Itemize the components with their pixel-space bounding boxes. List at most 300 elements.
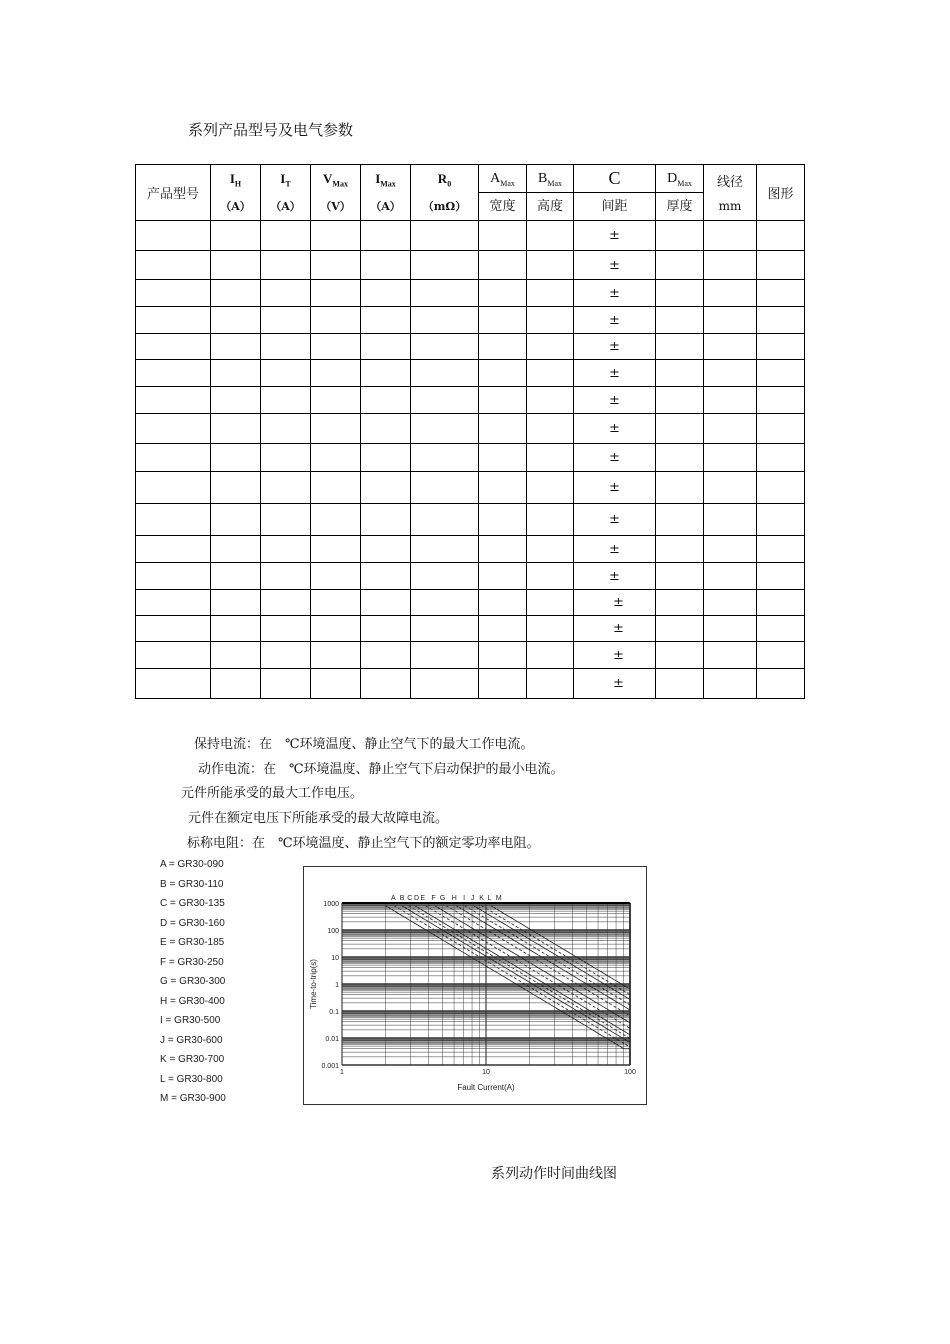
table-cell	[136, 307, 211, 334]
table-cell	[361, 590, 411, 616]
y-axis-label: Time-to-trip(s)	[309, 959, 318, 1009]
table-cell	[361, 444, 411, 472]
table-cell	[704, 616, 757, 642]
header-ih: $I_H$ （A）	[211, 165, 261, 221]
table-cell	[311, 444, 361, 472]
table-cell	[311, 251, 361, 280]
table-cell	[527, 616, 574, 642]
table-cell	[261, 360, 311, 387]
table-cell	[136, 444, 211, 472]
table-cell	[311, 307, 361, 334]
table-cell	[704, 307, 757, 334]
table-cell	[211, 280, 261, 307]
table-cell	[261, 616, 311, 642]
table-cell	[704, 563, 757, 590]
table-cell	[361, 280, 411, 307]
table-row	[136, 563, 805, 590]
table-row	[136, 444, 805, 472]
tolerance-sign: ±	[609, 421, 620, 436]
legend-item: K = GR30-700	[160, 1054, 225, 1065]
table-row	[136, 616, 805, 642]
table-cell	[757, 360, 805, 387]
header-model: 产品型号	[136, 165, 211, 221]
table-cell	[136, 387, 211, 414]
table-cell	[361, 642, 411, 669]
table-cell	[704, 536, 757, 563]
table-cell	[527, 642, 574, 669]
series-label: E	[420, 895, 426, 902]
table-cell	[411, 444, 479, 472]
y-tick-label: 0.1	[329, 1009, 339, 1016]
table-cell	[757, 616, 805, 642]
table-cell	[704, 251, 757, 280]
y-tick-label: 0.001	[321, 1063, 339, 1070]
table-cell	[311, 669, 361, 699]
table-cell	[479, 444, 527, 472]
table-cell	[704, 334, 757, 360]
table-cell	[261, 642, 311, 669]
y-tick-label: 1000	[323, 901, 339, 908]
table-cell	[361, 334, 411, 360]
series-label: L	[487, 895, 492, 902]
table-cell	[479, 307, 527, 334]
table-cell	[574, 536, 656, 563]
table-cell	[411, 472, 479, 504]
y-tick-label: 10	[331, 955, 339, 962]
tolerance-sign: ±	[613, 676, 624, 691]
table-cell	[211, 444, 261, 472]
table-cell	[361, 221, 411, 251]
legend-item: D = GR30-160	[160, 917, 225, 929]
table-cell	[136, 504, 211, 536]
table-cell	[136, 563, 211, 590]
table-cell	[261, 221, 311, 251]
tolerance-sign: ±	[609, 365, 620, 381]
legend-item: J = GR30-600	[160, 1034, 223, 1046]
table-cell	[261, 536, 311, 563]
curve-series	[435, 906, 630, 1023]
table-cell	[311, 472, 361, 504]
table-cell	[574, 504, 656, 536]
table-cell	[574, 307, 656, 334]
table-cell	[311, 642, 361, 669]
tolerance-sign: ±	[609, 285, 620, 301]
note-trip-current: 动作电流：在 ℃环境温度、静止空气下启动保护的最小电流。	[198, 762, 564, 777]
table-cell	[411, 669, 479, 699]
table-cell	[704, 221, 757, 251]
table-cell	[311, 563, 361, 590]
table-cell	[656, 504, 704, 536]
table-row	[136, 414, 805, 444]
table-cell	[574, 642, 656, 669]
table-cell	[479, 616, 527, 642]
table-cell	[757, 563, 805, 590]
table-cell	[704, 414, 757, 444]
table-cell	[361, 307, 411, 334]
table-cell	[361, 669, 411, 699]
table-cell	[656, 251, 704, 280]
table-row	[136, 360, 805, 387]
table-cell	[656, 387, 704, 414]
table-cell	[479, 642, 527, 669]
table-cell	[704, 444, 757, 472]
header-r0: $R_0$ （mΩ）	[411, 165, 479, 221]
series-label: M	[495, 895, 502, 902]
table-cell	[311, 536, 361, 563]
table-cell	[411, 590, 479, 616]
table-row	[136, 334, 805, 360]
table-cell	[411, 307, 479, 334]
legend-item: M = GR30-900	[160, 1093, 226, 1104]
table-cell	[656, 472, 704, 504]
tolerance-sign: ±	[609, 568, 620, 584]
table-row	[136, 307, 805, 334]
table-cell	[211, 360, 261, 387]
table-cell	[311, 616, 361, 642]
table-cell	[311, 590, 361, 616]
table-cell	[656, 221, 704, 251]
table-cell	[136, 669, 211, 699]
table-cell	[261, 563, 311, 590]
x-tick-label: 10	[482, 1069, 490, 1076]
table-cell	[261, 387, 311, 414]
table-cell	[527, 221, 574, 251]
table-cell	[136, 536, 211, 563]
table-cell	[411, 360, 479, 387]
table-cell	[361, 414, 411, 444]
spec-table	[135, 164, 805, 699]
table-cell	[211, 334, 261, 360]
table-cell	[411, 280, 479, 307]
table-cell	[261, 669, 311, 699]
table-cell	[527, 563, 574, 590]
table-cell	[479, 536, 527, 563]
table-cell	[527, 307, 574, 334]
tolerance-sign: ±	[609, 450, 620, 465]
table-cell	[211, 669, 261, 699]
table-cell	[479, 360, 527, 387]
table-cell	[136, 642, 211, 669]
table-cell	[311, 280, 361, 307]
table-cell	[704, 387, 757, 414]
table-cell	[136, 360, 211, 387]
curve-series	[426, 906, 631, 1029]
table-row	[136, 387, 805, 414]
legend-item: A = GR30-090	[160, 859, 224, 870]
table-cell	[656, 590, 704, 616]
table-cell	[311, 334, 361, 360]
table-cell	[704, 472, 757, 504]
table-cell	[361, 504, 411, 536]
tolerance-sign: ±	[609, 257, 620, 273]
header-b: $B_{Max}$ 高度	[527, 165, 574, 221]
table-cell	[411, 221, 479, 251]
table-row	[136, 504, 805, 536]
table-cell	[527, 504, 574, 536]
table-cell	[527, 280, 574, 307]
legend-item: G = GR30-300	[160, 976, 226, 987]
series-label: I	[463, 895, 466, 902]
table-cell	[757, 536, 805, 563]
series-label: K	[479, 895, 484, 902]
table-cell	[211, 504, 261, 536]
header-it: $I_T$ （A）	[261, 165, 311, 221]
table-cell	[757, 414, 805, 444]
table-cell	[361, 472, 411, 504]
series-label: D	[414, 895, 420, 902]
table-cell	[574, 444, 656, 472]
table-cell	[656, 642, 704, 669]
table-cell	[411, 642, 479, 669]
table-cell	[136, 334, 211, 360]
series-label: F	[431, 895, 436, 902]
table-cell	[656, 414, 704, 444]
note-nominal-resistance: 标称电阻：在 ℃环境温度、静止空气下的额定零功率电阻。	[187, 836, 540, 851]
table-cell	[136, 251, 211, 280]
table-cell	[411, 387, 479, 414]
page-title: 系列产品型号及电气参数	[188, 121, 354, 139]
table-cell	[211, 387, 261, 414]
tolerance-sign: ±	[613, 595, 624, 610]
table-cell	[757, 472, 805, 504]
table-cell	[361, 251, 411, 280]
table-cell	[411, 251, 479, 280]
table-cell	[261, 251, 311, 280]
table-cell	[211, 251, 261, 280]
table-cell	[704, 669, 757, 699]
table-cell	[479, 563, 527, 590]
table-cell	[411, 334, 479, 360]
table-cell	[311, 387, 361, 414]
chart-svg	[304, 867, 646, 1104]
table-cell	[704, 360, 757, 387]
table-cell	[211, 590, 261, 616]
table-cell	[757, 504, 805, 536]
table-cell	[261, 504, 311, 536]
note-max-voltage: 元件所能承受的最大工作电压。	[181, 786, 364, 801]
table-cell	[656, 536, 704, 563]
x-axis-label: Fault Current(A)	[457, 1083, 515, 1092]
header-a: $A_{Max}$ 宽度	[479, 165, 527, 221]
table-cell	[311, 221, 361, 251]
table-cell	[261, 307, 311, 334]
table-cell	[656, 444, 704, 472]
table-cell	[527, 536, 574, 563]
table-cell	[361, 387, 411, 414]
table-cell	[656, 307, 704, 334]
table-cell	[574, 387, 656, 414]
table-cell	[574, 472, 656, 504]
table-cell	[527, 414, 574, 444]
table-cell	[479, 280, 527, 307]
trip-time-chart	[303, 866, 647, 1105]
table-row	[136, 280, 805, 307]
table-cell	[136, 590, 211, 616]
table-cell	[574, 280, 656, 307]
table-cell	[411, 536, 479, 563]
header-wire: 线径 mm	[704, 165, 757, 221]
table-cell	[757, 307, 805, 334]
table-cell	[411, 504, 479, 536]
table-cell	[136, 280, 211, 307]
table-cell	[261, 444, 311, 472]
x-tick-label: 1	[340, 1069, 344, 1076]
table-cell	[411, 563, 479, 590]
tolerance-sign: ±	[609, 392, 620, 408]
table-cell	[656, 280, 704, 307]
table-row	[136, 251, 805, 280]
table-cell	[261, 590, 311, 616]
table-cell	[757, 590, 805, 616]
table-cell	[527, 444, 574, 472]
table-cell	[527, 360, 574, 387]
table-cell	[211, 616, 261, 642]
table-cell	[211, 307, 261, 334]
table-cell	[527, 387, 574, 414]
table-cell	[656, 334, 704, 360]
header-c: C 间距	[574, 165, 656, 221]
table-cell	[311, 360, 361, 387]
table-cell	[136, 221, 211, 251]
table-cell	[361, 360, 411, 387]
table-cell	[136, 414, 211, 444]
table-cell	[574, 251, 656, 280]
table-cell	[479, 334, 527, 360]
table-cell	[411, 414, 479, 444]
table-cell	[361, 616, 411, 642]
table-row	[136, 221, 805, 251]
table-cell	[656, 563, 704, 590]
table-cell	[656, 616, 704, 642]
table-cell	[479, 504, 527, 536]
y-tick-label: 100	[327, 928, 339, 935]
table-cell	[527, 472, 574, 504]
table-cell	[411, 616, 479, 642]
table-cell	[574, 563, 656, 590]
series-label: C	[407, 895, 413, 902]
y-tick-label: 1	[335, 982, 339, 989]
legend-item: F = GR30-250	[160, 956, 224, 968]
table-cell	[574, 616, 656, 642]
curve-series	[394, 906, 630, 1048]
table-cell	[574, 590, 656, 616]
table-cell	[479, 414, 527, 444]
table-cell	[361, 563, 411, 590]
tolerance-sign: ±	[609, 312, 620, 328]
table-cell	[757, 444, 805, 472]
table-cell	[656, 360, 704, 387]
table-cell	[574, 334, 656, 360]
table-row	[136, 642, 805, 669]
table-cell	[527, 251, 574, 280]
tolerance-sign: ±	[609, 541, 620, 557]
legend-item: I = GR30-500	[160, 1015, 221, 1026]
table-cell	[757, 251, 805, 280]
header-fig: 图形	[757, 165, 805, 221]
note-holding-current: 保持电流：在 ℃环境温度、静止空气下的最大工作电流。	[194, 737, 534, 752]
series-label: B	[399, 895, 405, 902]
table-cell	[479, 472, 527, 504]
table-cell	[757, 642, 805, 669]
table-cell	[211, 642, 261, 669]
table-cell	[479, 221, 527, 251]
table-cell	[479, 590, 527, 616]
table-cell	[757, 280, 805, 307]
table-cell	[527, 590, 574, 616]
series-label: A	[391, 895, 396, 902]
table-cell	[704, 280, 757, 307]
table-cell	[261, 280, 311, 307]
tolerance-sign: ±	[613, 647, 624, 663]
legend-item: E = GR30-185	[160, 937, 225, 948]
tolerance-sign: ±	[609, 480, 620, 495]
table-cell	[527, 669, 574, 699]
header-vmax: $V_{Max}$ （V）	[311, 165, 361, 221]
table-cell	[704, 642, 757, 669]
tolerance-sign: ±	[613, 621, 624, 636]
table-cell	[527, 334, 574, 360]
series-label: H	[451, 895, 457, 902]
table-cell	[311, 504, 361, 536]
table-cell	[136, 472, 211, 504]
series-label: J	[470, 895, 475, 902]
y-tick-label: 0.01	[325, 1036, 339, 1043]
curve-series	[409, 906, 630, 1039]
table-cell	[211, 472, 261, 504]
table-cell	[311, 414, 361, 444]
table-cell	[574, 221, 656, 251]
table-cell	[574, 360, 656, 387]
table-cell	[479, 251, 527, 280]
table-cell	[211, 536, 261, 563]
note-max-fault-current: 元件在额定电压下所能承受的最大故障电流。	[188, 811, 449, 826]
table-cell	[574, 414, 656, 444]
table-row	[136, 669, 805, 699]
x-tick-label: 100	[624, 1069, 636, 1076]
table-cell	[757, 334, 805, 360]
table-cell	[211, 221, 261, 251]
table-cell	[574, 669, 656, 699]
table-cell	[479, 387, 527, 414]
tolerance-sign: ±	[609, 228, 620, 243]
table-row	[136, 536, 805, 563]
table-cell	[361, 536, 411, 563]
legend-item: H = GR30-400	[160, 995, 225, 1007]
table-row	[136, 472, 805, 504]
curve-legend	[160, 855, 226, 1109]
table-cell	[479, 669, 527, 699]
legend-item: B = GR30-110	[160, 878, 224, 890]
header-imax: $I_{Max}$ （A）	[361, 165, 411, 221]
table-header-row	[136, 165, 805, 221]
table-cell	[261, 414, 311, 444]
table-cell	[211, 563, 261, 590]
tolerance-sign: ±	[609, 339, 620, 354]
table-row	[136, 590, 805, 616]
table-cell	[704, 590, 757, 616]
series-label: G	[439, 895, 446, 902]
table-cell	[704, 504, 757, 536]
table-cell	[261, 472, 311, 504]
table-cell	[136, 616, 211, 642]
tolerance-sign: ±	[609, 512, 620, 527]
table-cell	[261, 334, 311, 360]
table-cell	[757, 669, 805, 699]
table-cell	[656, 669, 704, 699]
table-cell	[757, 221, 805, 251]
chart-caption: 系列动作时间曲线图	[491, 1166, 617, 1182]
legend-item: L = GR30-800	[160, 1073, 223, 1085]
